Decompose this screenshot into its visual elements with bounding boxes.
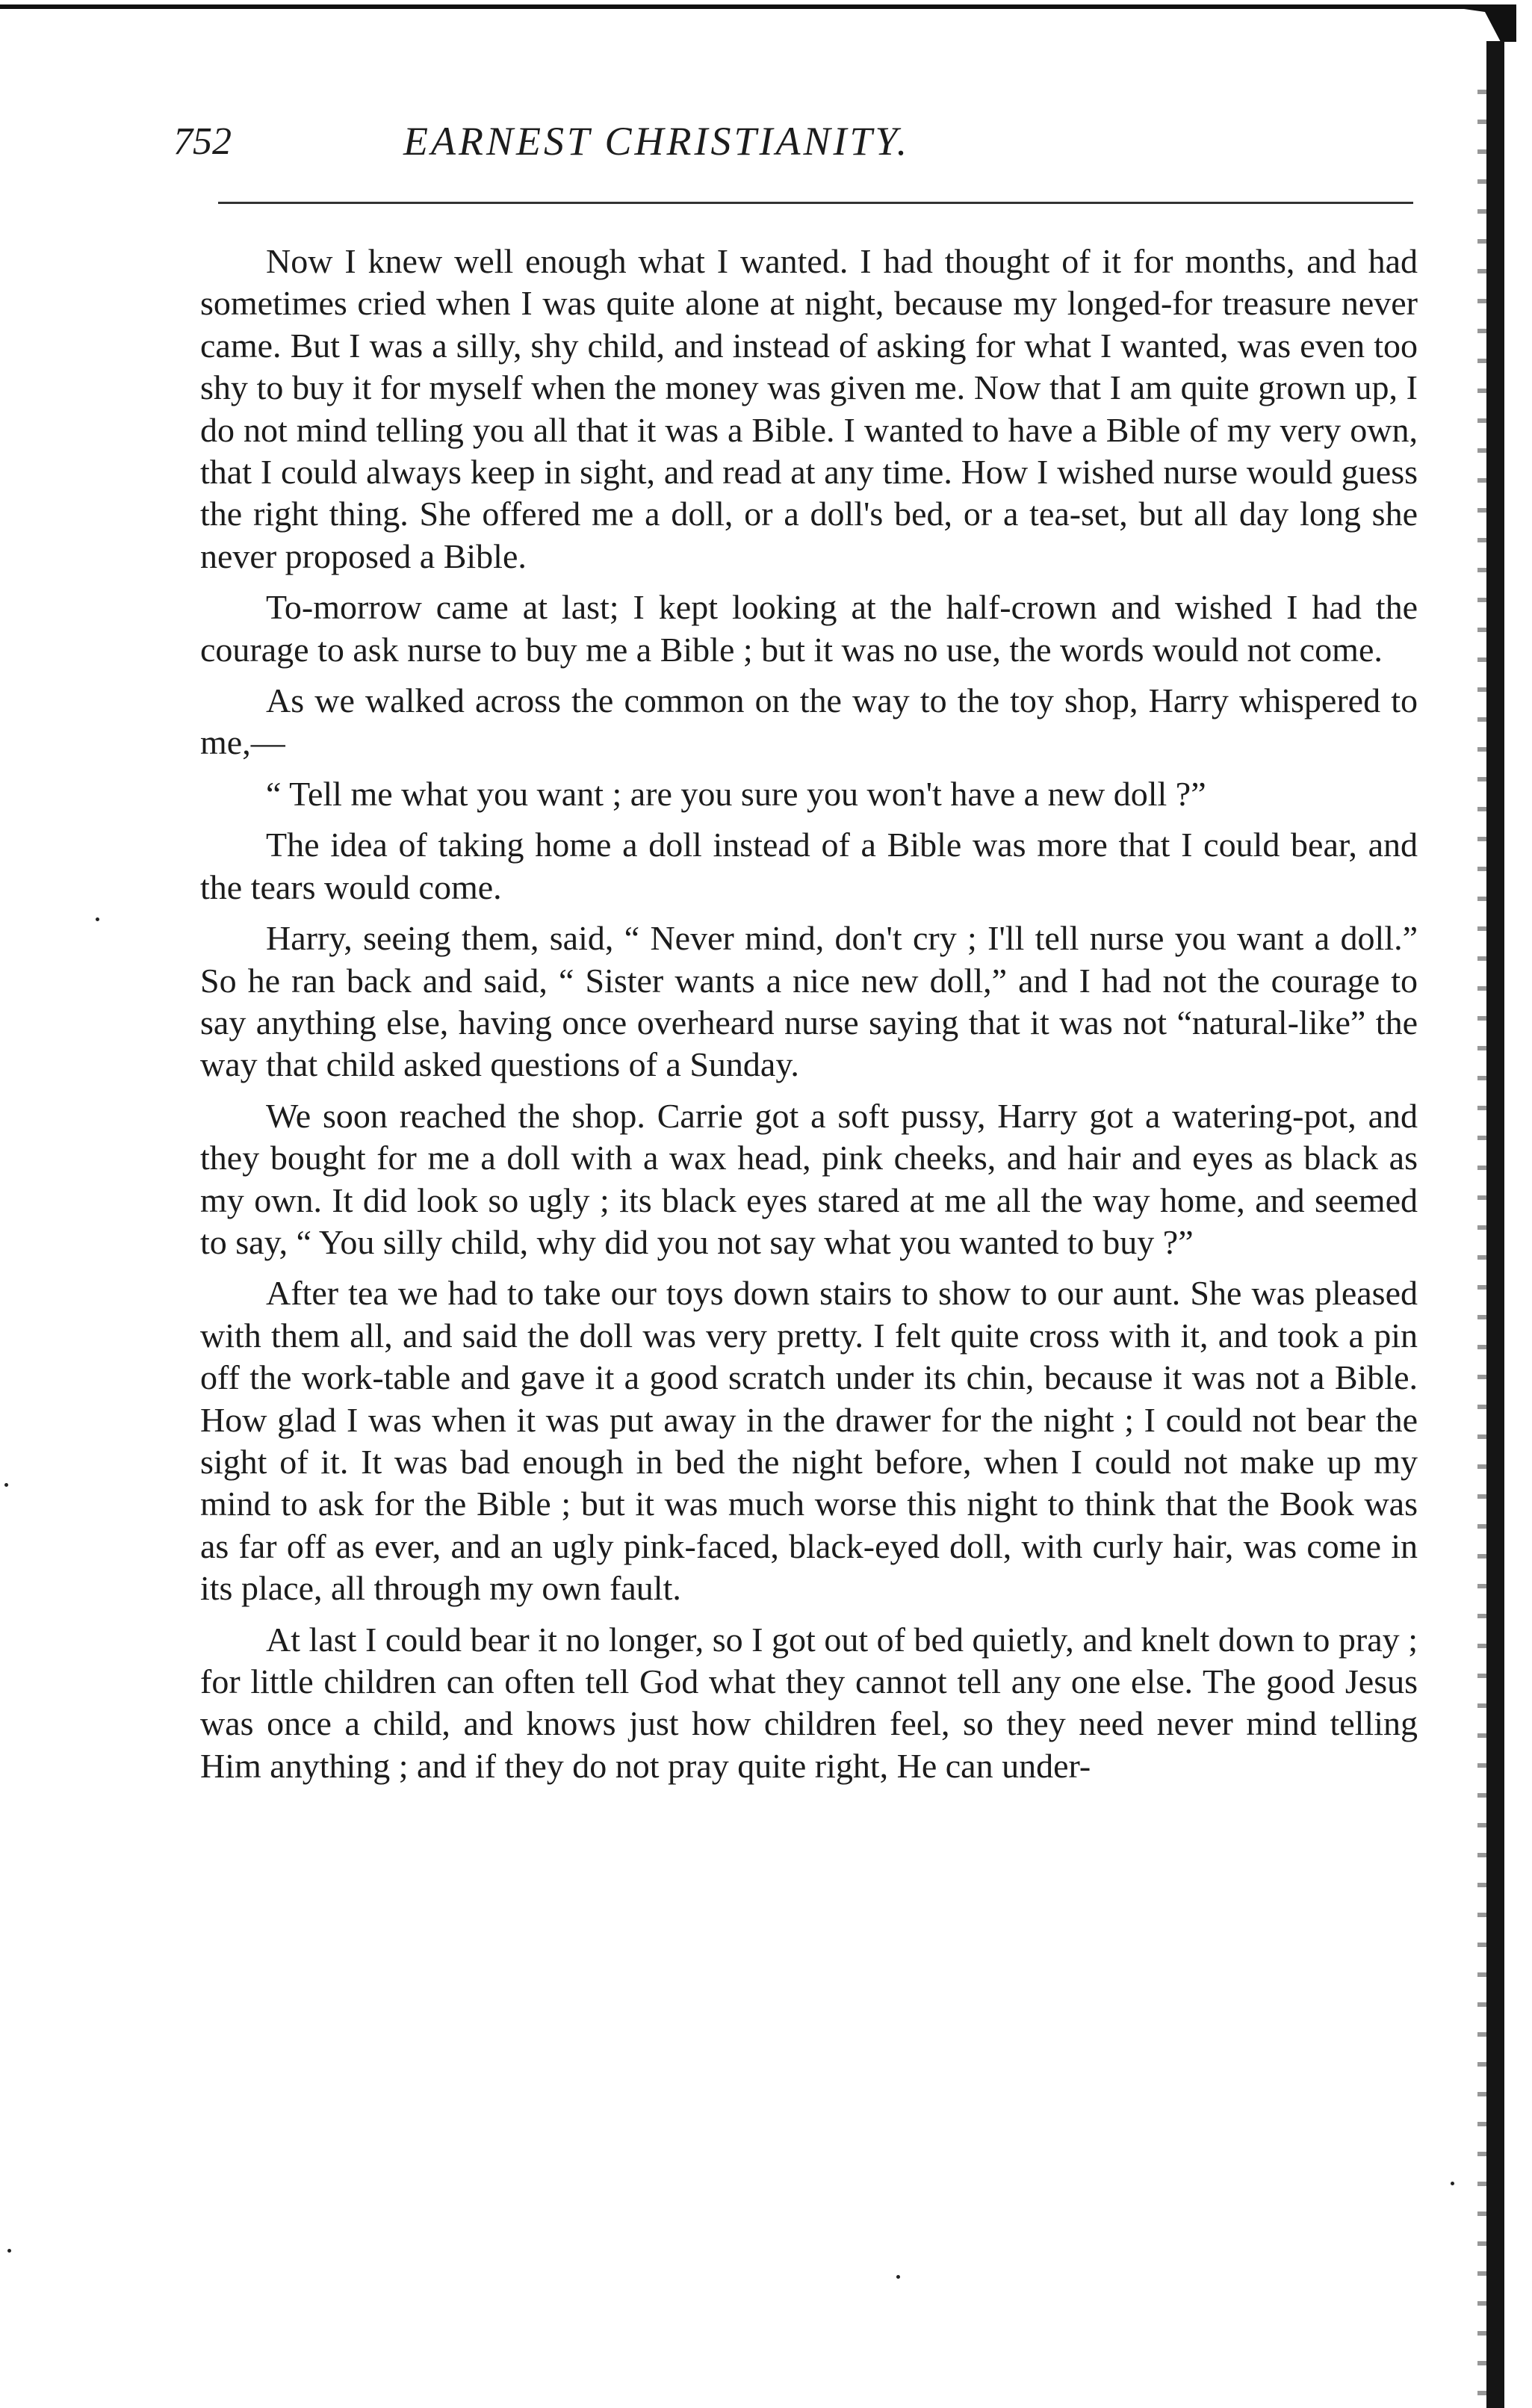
page-number: 752 xyxy=(173,120,232,163)
header-rule xyxy=(218,202,1413,204)
paragraph: Harry, seeing them, said, “ Never mind, don't cry ; I'll tell nurse you want a doll.” So he ran back and said, “ Sister wants a nice new doll,” and I had not the courage to say anything else, having once overheard nurse saying that it was not “natural-like” the way that child asked questions of a Sunday. xyxy=(200,919,1418,1084)
paragraph: Now I knew well enough what I wanted. I had thought of it for months, and had sometimes cried when I was quite alone at night, because my longed-for treasure never came. But I was a silly, shy child, and instead of asking for what I wanted, was even too shy to buy it for myself when the money was given me. Now that I am quite grown up, I do not mind telling you all that it was a Bible. I wanted to have a Bible of my very own, that I could always keep in sight, and read at any time. How I wished nurse would guess the right thing. She offered me a doll, or a doll's bed, or a tea-set, but all day long she never proposed a Bible. xyxy=(200,242,1418,575)
paragraph: “ Tell me what you want ; are you sure you won't have a new doll ?” xyxy=(266,774,1206,813)
binding-shadow xyxy=(1477,90,1486,2406)
scan-speck xyxy=(1451,2182,1454,2185)
top-border-rule xyxy=(0,4,1516,9)
paragraph: At last I could bear it no longer, so I got out of bed quietly, and knelt down to pray ; for little children can often tell God what they cannot tell any one else. The good Jesus was once a child, and knows just how children feel, so they need never mind telling Him anything ; and if they do not pray quite right, He can under- xyxy=(200,1620,1418,1785)
scan-speck xyxy=(7,2249,11,2253)
body-text xyxy=(200,241,1418,1787)
scan-speck xyxy=(4,1483,8,1487)
scan-speck xyxy=(96,917,99,921)
page-corner-binding xyxy=(1464,4,1516,42)
paragraph: The idea of taking home a doll instead of a Bible was more that I could bear, and the tears would come. xyxy=(200,826,1418,906)
paragraph: After tea we had to take our toys down stairs to show to our aunt. She was pleased with them all, and said the doll was very pretty. I felt quite cross with it, and took a pin off the work-table and gave it a good scratch under its chin, because it was not a Bible. How glad I was when it was put away in the drawer for the night ; I could not bear the sight of it. It was bad enough in bed the night before, when I could not make up my mind to ask for the Bible ; but it was much worse this night to think that the Book was as far off as ever, and an ugly pink-faced, black-eyed doll, with curly hair, was come in its place, all through my own fault. xyxy=(200,1274,1418,1608)
paragraph: We soon reached the shop. Carrie got a soft pussy, Harry got a watering-pot, and they bought for me a doll with a wax head, pink cheeks, and hair and eyes as black as my own. It did look so ugly ; its black eyes stared at me all the way home, and seemed to say, “ You silly child, why did you not say what you wanted to buy ?” xyxy=(200,1096,1418,1261)
paragraph: To-morrow came at last; I kept looking at the half-crown and wished I had the courage to ask nurse to buy me a Bible ; but it was no use, the words would not come. xyxy=(200,588,1418,669)
scan-speck xyxy=(896,2275,900,2279)
paragraph: As we walked across the common on the way to the toy shop, Harry whispered to me,— xyxy=(200,681,1418,762)
running-title: EARNEST CHRISTIANITY. xyxy=(403,119,911,164)
right-binding-edge xyxy=(1486,41,1504,2408)
